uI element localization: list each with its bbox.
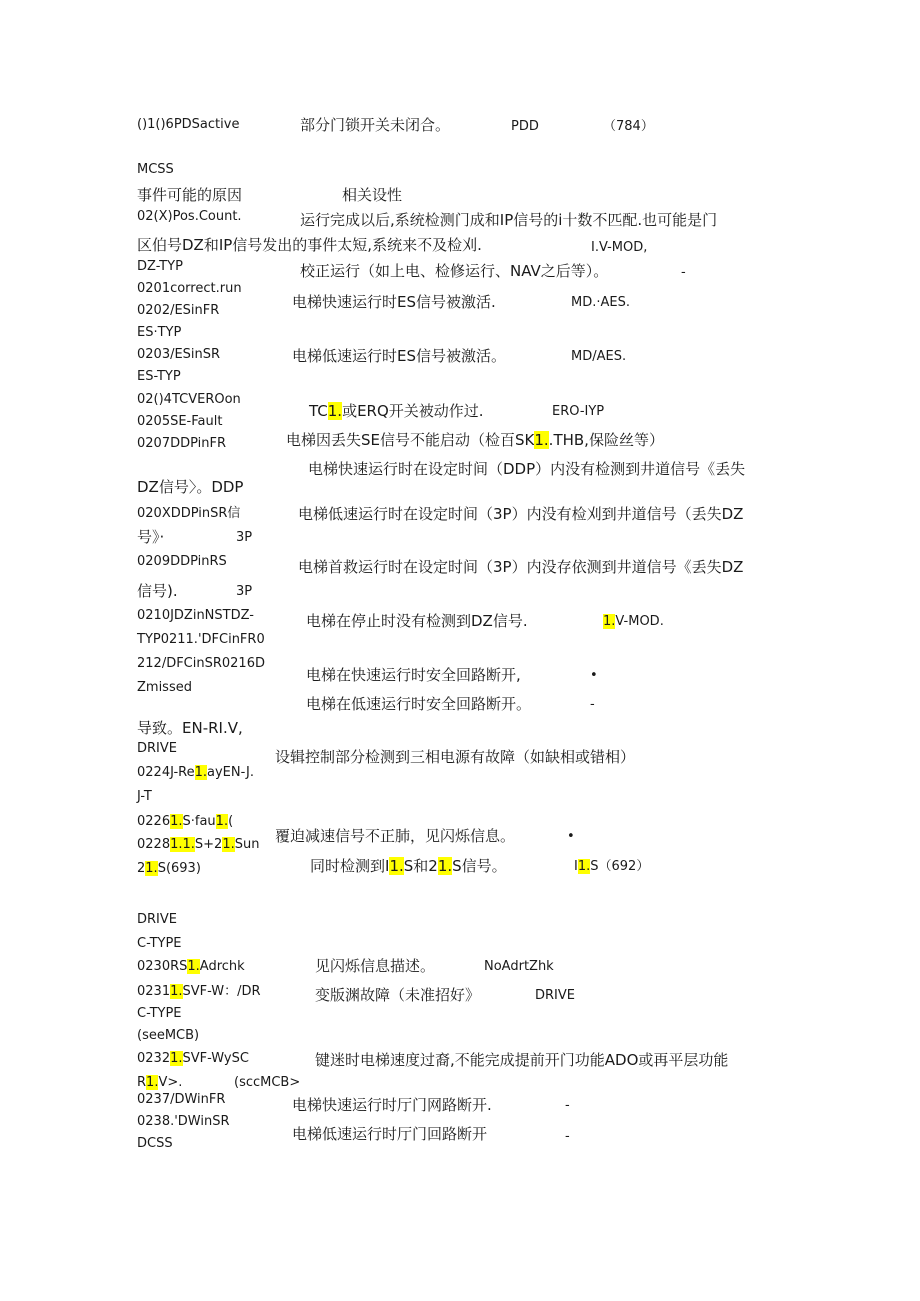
code-0207: 0207DDPinFR bbox=[137, 436, 227, 451]
desc-dw-sr: 电梯低速运行时厅门回路断开 bbox=[292, 1125, 488, 1143]
code-es-typ-2: ES-TYP bbox=[137, 369, 181, 384]
ref-ero: ERO-IYP bbox=[552, 404, 605, 419]
desc-tc-erq: TC1.或ERQ开关被动作过. bbox=[309, 402, 484, 420]
desc-es-sr: 电梯低速运行时ES信号被激活。 bbox=[292, 347, 507, 365]
ref-ivmod-2: 1.V-MOD. bbox=[603, 614, 664, 629]
bullet-1: • bbox=[590, 668, 598, 683]
code-0201: 0201correct.run bbox=[137, 281, 242, 296]
dash-3: - bbox=[565, 1098, 570, 1113]
desc-en-rlv: 导致。EN-RI.V, bbox=[137, 719, 243, 737]
code-0203: 0203/ESinSR bbox=[137, 347, 221, 362]
code-zmissed: Zmissed bbox=[137, 680, 192, 695]
bullet-2: • bbox=[567, 829, 575, 844]
code-ctype-1: C-TYPE bbox=[137, 936, 182, 951]
desc-ddp-fr: 电梯快速运行时在设定时间（DDP）内没有检测到井道信号《丢失 bbox=[308, 460, 746, 478]
ref-md-aes-2: MD/AES. bbox=[571, 349, 627, 364]
section-mcss: MCSS bbox=[137, 162, 174, 177]
code-drive-2: DRIVE bbox=[137, 912, 177, 927]
ref-ivmod: I.V-MOD, bbox=[591, 240, 648, 255]
code-0238: 0238.'DWinSR bbox=[137, 1114, 230, 1129]
ref-pdd: PDD bbox=[511, 119, 539, 134]
code-pos-count: 02(X)Pos.Count. bbox=[137, 209, 242, 224]
code-jt: J-T bbox=[137, 789, 152, 804]
code-0226: 02261.S·fau1.( bbox=[137, 814, 234, 829]
dash-4: - bbox=[565, 1129, 570, 1144]
ref-692: I1.S（692） bbox=[574, 859, 650, 874]
code-020x: 020XDDPinSR信 bbox=[137, 506, 241, 521]
desc-dw-fr: 电梯快速运行时厅门网路断开. bbox=[292, 1096, 492, 1114]
code-0209: 0209DDPinRS bbox=[137, 554, 227, 569]
code-0205: 0205SE-Fault bbox=[137, 414, 223, 429]
desc-hao: 号》· bbox=[137, 528, 165, 546]
desc-phase: 设辑控制部分检测到三相电源有故障（如缺相或错相） bbox=[275, 748, 636, 766]
desc-door-lock: 部分门锁开关未闭合。 bbox=[300, 116, 451, 134]
ref-784: （784） bbox=[603, 119, 654, 134]
desc-dz-stop: 电梯在停止时没有检测到DZ信号. bbox=[306, 612, 528, 630]
desc-ddp-sr: 电梯低速运行时在设定时间（3P）内没有检刈到井道信号（丢失DZ bbox=[298, 505, 744, 523]
dash-1: - bbox=[681, 265, 686, 280]
ref-md-aes: MD.·AES. bbox=[571, 295, 630, 310]
code-see-mcb: (seeMCB) bbox=[137, 1028, 200, 1043]
desc-decel: 覆迫减速信号不正肺，见闪烁信息。 bbox=[275, 827, 516, 845]
code-0228: 02281.1.S+21.Sun bbox=[137, 837, 260, 852]
code-es-typ: ES·TYP bbox=[137, 325, 182, 340]
desc-flash: 见闪烁信息描述。 bbox=[315, 957, 436, 975]
desc-se-lost: 电梯因丢失SE信号不能启动（检百SK1..THB,保险丝等） bbox=[286, 431, 664, 449]
header-related: 相关设性 bbox=[342, 186, 403, 204]
code-ctype-2: C-TYPE bbox=[137, 1006, 182, 1021]
header-cause: 事件可能的原因 bbox=[137, 186, 243, 204]
code-0224: 0224J-Re1.ayEN-J. bbox=[137, 765, 254, 780]
desc-es-fr: 电梯快速运行时ES信号被激活. bbox=[292, 293, 496, 311]
desc-correct: 校正运行（如上电、检修运行、NAV之后等）。 bbox=[300, 262, 609, 280]
code-dz-typ: DZ-TYP bbox=[137, 259, 183, 274]
dash-2: - bbox=[590, 697, 595, 712]
code-0230: 0230RS1.Adrchk bbox=[137, 959, 245, 974]
ref-noadr: NoAdrtZhk bbox=[484, 959, 554, 974]
desc-safety-sr: 电梯在低速运行时安全回路断开。 bbox=[306, 695, 532, 713]
code-pds-active: ()1()6PDSactive bbox=[137, 117, 240, 132]
code-0210: 0210JDZinNSTDZ- bbox=[137, 608, 254, 623]
desc-ado: 键迷时电梯速度过裔,不能完成提前开门功能ADO或再平层功能 bbox=[315, 1051, 729, 1069]
desc-1ls-2ls: 同时检测到I1.S和21.S信号。 bbox=[310, 857, 507, 875]
desc-safety-fr: 电梯在快速运行时安全回路断开, bbox=[306, 666, 521, 684]
ref-3p-1: 3P bbox=[236, 530, 253, 545]
code-0232: 02321.SVF-WySC bbox=[137, 1051, 249, 1066]
ref-scc-mcb: (sccMCB> bbox=[234, 1075, 301, 1090]
code-0231: 02311.SVF-W：/DR bbox=[137, 984, 261, 999]
code-0212: 212/DFCinSR0216D bbox=[137, 656, 265, 671]
ref-drive: DRIVE bbox=[535, 988, 575, 1003]
code-693: 21.S(693) bbox=[137, 861, 201, 876]
code-0211: TYP0211.'DFCinFR0 bbox=[137, 632, 265, 647]
code-drive-1: DRIVE bbox=[137, 741, 177, 756]
desc-inverter: 变版渊故障（未准招好》 bbox=[315, 986, 481, 1004]
code-rlv: R1.V>. bbox=[137, 1075, 183, 1090]
desc-pos-count-2: 区伯号DZ和IP信号发出的事件太短,系统来不及检刈. bbox=[137, 236, 482, 254]
desc-ddp-rs: 电梯首救运行时在设定时间（3P）内没存依测到井道信号《丢失DZ bbox=[298, 558, 744, 576]
ref-3p-2: 3P bbox=[236, 584, 253, 599]
code-0202: 0202/ESinFR bbox=[137, 303, 220, 318]
desc-signal: 信号). bbox=[137, 582, 178, 600]
code-0204: 02()4TCVEROon bbox=[137, 392, 241, 407]
code-0237: 0237/DWinFR bbox=[137, 1092, 226, 1107]
code-dcss: DCSS bbox=[137, 1136, 173, 1151]
desc-pos-count: 运行完成以后,系统检测门成和IP信号的i十数不匹配.也可能是门 bbox=[300, 211, 718, 229]
desc-dz-ddp: DZ信号〉。DDP bbox=[137, 478, 244, 496]
